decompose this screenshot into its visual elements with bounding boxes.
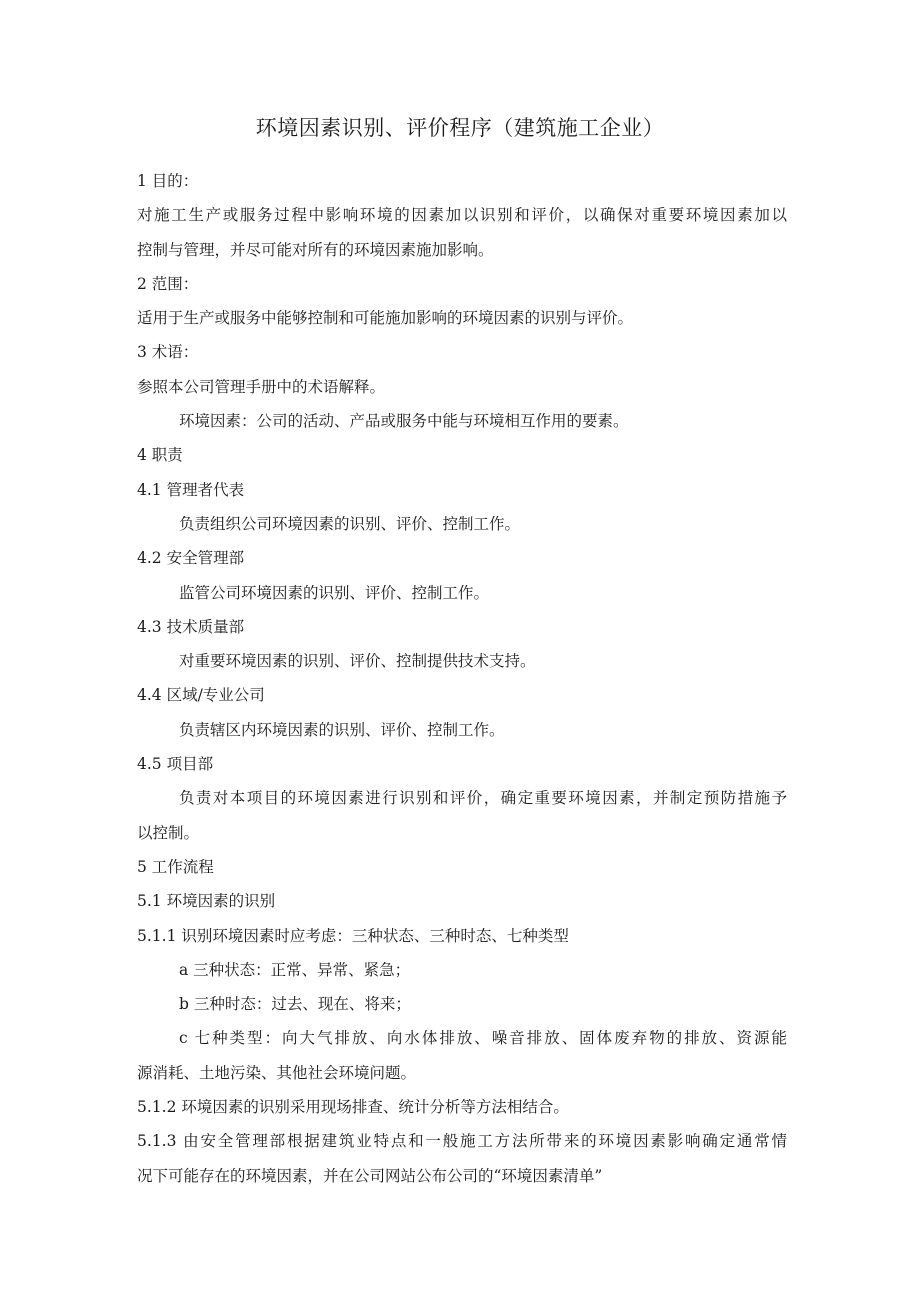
paragraph-line: 对重要环境因素的识别、评价、控制提供技术支持。 bbox=[179, 652, 536, 671]
heading-scope: 2 范围： bbox=[137, 274, 199, 293]
subheading: 4.5 项目部 bbox=[137, 755, 214, 774]
paragraph-line: 对施工生产或服务过程中影响环境的因素加以识别和评价，以确保对重要环境因素加以 bbox=[137, 206, 787, 225]
paragraph-line: 适用于生产或服务中能够控制和可能施加影响的环境因素的识别与评价。 bbox=[137, 309, 634, 328]
paragraph-line: 监管公司环境因素的识别、评价、控制工作。 bbox=[179, 583, 490, 602]
paragraph-line: 以控制。 bbox=[137, 823, 200, 842]
list-item: b 三种时态：过去、现在、将来； bbox=[179, 995, 411, 1014]
paragraph-line: 5.1.2 环境因素的识别采用现场排查、统计分析等方法相结合。 bbox=[137, 1098, 569, 1117]
paragraph-line: 参照本公司管理手册中的术语解释。 bbox=[137, 377, 386, 396]
heading-responsibilities: 4 职责 bbox=[137, 446, 183, 465]
document-title: 环境因素识别、评价程序（建筑施工企业） bbox=[255, 116, 665, 140]
paragraph-line: 况下可能存在的环境因素，并在公司网站公布公司的“环境因素清单” bbox=[137, 1166, 603, 1185]
paragraph-line: 5.1.3 由安全管理部根据建筑业特点和一般施工方法所带来的环境因素影响确定通常情 bbox=[137, 1132, 787, 1151]
document-body bbox=[137, 164, 787, 1193]
heading-workflow: 5 工作流程 bbox=[137, 857, 214, 876]
subheading: 5.1 环境因素的识别 bbox=[137, 892, 276, 911]
subheading: 4.2 安全管理部 bbox=[137, 549, 245, 568]
paragraph-line: 控制与管理，并尽可能对所有的环境因素施加影响。 bbox=[137, 240, 494, 259]
list-item: a 三种状态：正常、异常、紧急； bbox=[179, 960, 411, 979]
heading-purpose: 1 目的： bbox=[137, 172, 199, 190]
paragraph-line: 环境因素：公司的活动、产品或服务中能与环境相互作用的要素。 bbox=[179, 412, 629, 431]
subheading: 4.4 区域/专业公司 bbox=[137, 686, 265, 705]
paragraph-line: 源消耗、土地污染、其他社会环境问题。 bbox=[137, 1063, 417, 1082]
subheading: 4.1 管理者代表 bbox=[137, 480, 245, 499]
paragraph-line: 5.1.1 识别环境因素时应考虑：三种状态、三种时态、七种类型 bbox=[137, 926, 569, 945]
paragraph-line: 负责辖区内环境因素的识别、评价、控制工作。 bbox=[179, 720, 505, 739]
subheading: 4.3 技术质量部 bbox=[137, 617, 245, 636]
heading-terms: 3 术语： bbox=[137, 343, 199, 362]
paragraph-line: 负责组织公司环境因素的识别、评价、控制工作。 bbox=[179, 514, 521, 533]
paragraph-line: 负责对本项目的环境因素进行识别和评价，确定重要环境因素，并制定预防措施予 bbox=[179, 789, 787, 808]
list-item: c 七种类型：向大气排放、向水体排放、噪音排放、固体废弃物的排放、资源能 bbox=[179, 1029, 787, 1048]
